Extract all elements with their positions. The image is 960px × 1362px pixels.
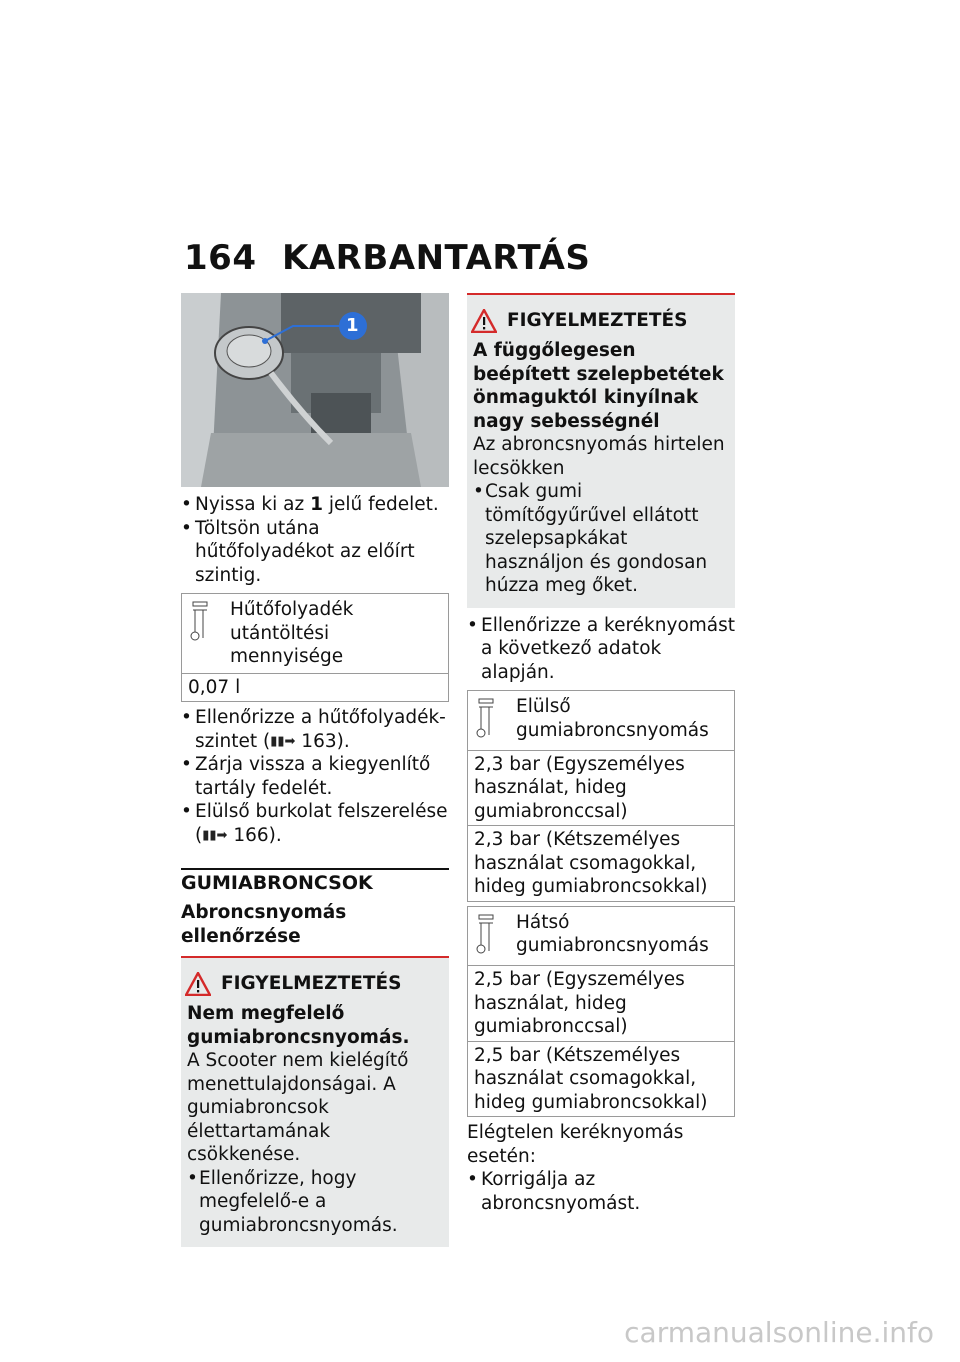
gauge-icon [188,598,230,669]
table-row: 2,5 bar (Kétszemélyes használat csomagokkal, hideg gumiabroncsokkal) [468,1041,734,1117]
page-title: KARBANTARTÁS [282,238,591,278]
warning-body: A Scooter nem kielégítő menettulajdonságai. A gumiabroncsok élettartamának csökkenése. [187,1050,409,1165]
subsection-heading: Abroncsnyomás ellenőrzése [181,902,347,947]
step-fill-coolant: • Töltsön utána hűtőfolyadékot az előírt szintig. [181,517,415,586]
rear-pressure-table [467,906,735,1118]
table-row: 2,3 bar (Kétszemélyes használat csomagokkal, hideg gumiabroncsokkal) [468,825,734,901]
front-pressure-header: Elülső gumiabroncsnyomás [516,696,709,741]
rear-pressure-header: Hátsó gumiabroncsnyomás [516,911,709,956]
section-heading: GUMIABRONCSOK [181,868,449,896]
warning-icon [185,972,211,996]
step-check-pressure: • Ellenőrizze a keréknyomást a következő adatok alapján. [467,614,736,683]
warning-icon [471,309,497,333]
warning-item: • Csak gumi tömítőgyűrűvel ellátott szelepsapkákat használjon és gondosan húzza meg őket. [473,481,708,596]
step-correct-pressure: • Korrigálja az abroncsnyomást. [467,1169,641,1214]
coolant-reservoir-photo [181,293,449,487]
watermark: carmanualsonline.info [624,1316,934,1349]
table-row: 2,3 bar (Egyszemélyes használat, hideg gumiabronccsal) [474,753,685,822]
warning-item: • Ellenőrizze, hogy megfelelő-e a gumiabroncsnyomás. [187,1167,398,1236]
page-header [184,238,590,278]
coolant-table-header: Hűtőfolyadék utántöltési mennyisége [230,599,354,667]
warning-label: FIGYELMEZTETÉS [507,310,688,332]
step-close-cap: • Zárja vissza a kiegyenlítő tartály fedelét. [181,754,431,799]
page-ref-arrow-icon: ▮▮➡ [202,828,228,843]
front-pressure-table [467,690,735,902]
step-front-cover: • Elülső burkolat felszerelése (▮▮➡ 166). [181,801,448,846]
low-pressure-label: Elégtelen keréknyomás esetén: [467,1122,684,1167]
page-ref-arrow-icon: ▮▮➡ [270,733,296,749]
gauge-icon [474,911,516,962]
warning-box-pressure [181,956,449,1247]
callout-number: 1 [346,315,359,336]
warning-title: Nem megfelelő gumiabroncsnyomás. [187,1003,410,1048]
warning-title: A függőlegesen beépített szelepbetétek önmaguktól kinyílnak nagy sebességnél [473,340,724,432]
right-column [467,293,735,1215]
step-check-level: • Ellenőrizze a hűtőfolyadék-szintet (▮▮➡ 163). [181,707,446,752]
warning-body: Az abroncsnyomás hirtelen lecsökken [473,434,725,479]
coolant-table [181,593,449,702]
table-row: 2,5 bar (Egyszemélyes használat, hideg gumiabronccsal) [474,969,685,1037]
engine-bay-illustration [181,293,449,487]
warning-label: FIGYELMEZTETÉS [221,973,402,995]
warning-box-valve [467,293,735,608]
coolant-table-value: 0,07 l [188,676,241,698]
gauge-icon [474,695,516,746]
step-open-cap: • Nyissa ki az 1 jelű fedelet. [181,494,439,515]
page-number: 164 [184,238,257,278]
left-column [181,293,449,1247]
